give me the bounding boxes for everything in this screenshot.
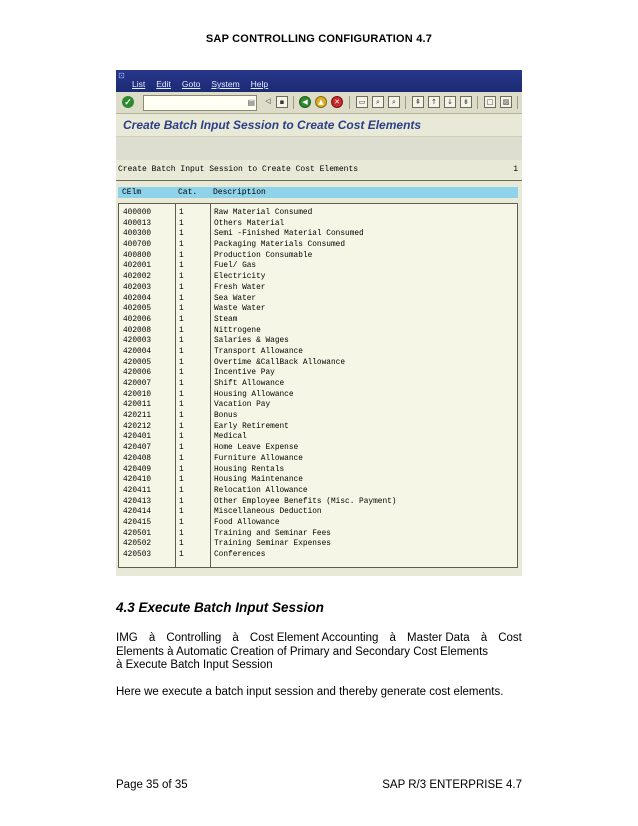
next-page-icon[interactable]: ↓ (444, 96, 456, 108)
description: Housing Allowance (214, 390, 294, 399)
cost-element-number: 402003 (123, 283, 152, 292)
category: 1 (179, 540, 184, 549)
menu-system[interactable]: System (211, 79, 240, 89)
cost-element-number: 420409 (123, 465, 152, 474)
list-row[interactable] (119, 422, 517, 433)
description: Waste Water (214, 305, 266, 314)
description: Production Consumable (214, 251, 313, 260)
path-word: IMG (116, 632, 138, 644)
category: 1 (179, 337, 184, 346)
description: Conferences (214, 551, 266, 559)
description: Bonus (214, 412, 238, 421)
description: Furniture Allowance (214, 454, 303, 463)
list-row[interactable] (119, 379, 517, 390)
category: 1 (179, 315, 184, 324)
category: 1 (179, 209, 184, 217)
list-row[interactable] (119, 507, 517, 518)
cost-element-number: 420411 (123, 486, 152, 495)
description: Salaries & Wages (214, 337, 289, 346)
previous-page-icon[interactable]: ↑ (428, 96, 440, 108)
list-row[interactable] (119, 443, 517, 454)
description: Training Seminar Expenses (214, 540, 331, 549)
list-row[interactable] (119, 240, 517, 251)
category: 1 (179, 326, 184, 335)
list-row[interactable] (119, 229, 517, 240)
category: 1 (179, 230, 184, 239)
cost-element-number: 420007 (123, 380, 152, 388)
column-header-description: Description (213, 188, 266, 197)
toolbar-separator (293, 96, 294, 109)
category: 1 (179, 433, 184, 442)
path-word-elements: Elements (116, 645, 164, 658)
last-page-icon[interactable]: ⇟ (460, 96, 472, 108)
category: 1 (179, 529, 184, 538)
category: 1 (179, 444, 184, 453)
path-arrow: à (480, 632, 488, 644)
cost-element-number: 420011 (123, 401, 152, 410)
list-row[interactable] (119, 347, 517, 358)
list-row[interactable] (119, 400, 517, 411)
new-session-icon[interactable]: □ (484, 96, 496, 108)
path-word: Cost Element Accounting (249, 632, 379, 644)
cost-element-number: 420502 (123, 540, 152, 549)
menu-bar (116, 70, 522, 92)
footer-product: SAP R/3 ENTERPRISE 4.7 (382, 779, 522, 791)
path-arrow: à (167, 645, 174, 658)
list-row[interactable] (119, 486, 517, 497)
enter-check-icon[interactable]: ✓ (122, 96, 134, 108)
cost-element-number: 420407 (123, 444, 152, 453)
save-icon[interactable]: ▪ (276, 96, 288, 108)
list-row[interactable] (119, 497, 517, 508)
category: 1 (179, 219, 184, 228)
category: 1 (179, 551, 184, 559)
category: 1 (179, 401, 184, 410)
description: Fresh Water (214, 283, 266, 292)
path-arrow: à (148, 632, 156, 644)
cost-element-number: 420004 (123, 347, 152, 356)
cost-element-number: 400700 (123, 241, 152, 250)
description: Relocation Allowance (214, 486, 308, 495)
menu-path-paragraph (116, 632, 522, 673)
description: Steam (214, 315, 238, 324)
cost-element-number: 402008 (123, 326, 152, 335)
description: Incentive Pay (214, 369, 275, 378)
description: Fuel/ Gas (214, 262, 257, 271)
list-row[interactable] (119, 208, 517, 219)
section-title: 4.3 Execute Batch Input Session (116, 600, 324, 615)
list-row[interactable] (119, 411, 517, 422)
description-paragraph: Here we execute a batch input session and thereby generate cost elements. (116, 686, 504, 698)
cost-element-number: 400300 (123, 230, 152, 239)
cost-element-number: 420211 (123, 412, 152, 421)
application-toolbar (116, 136, 522, 160)
category: 1 (179, 273, 184, 282)
path-word-cost: Cost (498, 632, 522, 644)
report-page-number: 1 (513, 165, 518, 174)
cost-element-number: 400000 (123, 209, 152, 217)
menu-list[interactable]: List (132, 79, 146, 89)
list-row[interactable] (119, 454, 517, 465)
category: 1 (179, 497, 184, 506)
report-header (116, 164, 522, 176)
screen-title: Create Batch Input Session to Create Cost Elements (123, 118, 422, 132)
document-header: SAP CONTROLLING CONFIGURATION 4.7 (205, 33, 433, 45)
cost-element-number: 400800 (123, 251, 152, 260)
menu-edit[interactable]: Edit (156, 79, 171, 89)
command-field[interactable] (143, 95, 257, 111)
menu-help[interactable]: Help (250, 79, 269, 89)
category: 1 (179, 347, 184, 356)
list-row[interactable] (119, 261, 517, 272)
path-arrow: à (232, 632, 239, 644)
list-row[interactable] (119, 539, 517, 550)
category: 1 (179, 422, 184, 431)
toolbar-separator (517, 96, 518, 109)
path-arrow: à (116, 659, 123, 671)
description: Semi -Finished Material Consumed (214, 230, 364, 239)
cost-element-number: 420503 (123, 551, 152, 559)
list-row[interactable] (119, 465, 517, 476)
list-row[interactable] (119, 368, 517, 379)
cost-element-number: 420501 (123, 529, 152, 538)
column-header-row (118, 187, 518, 198)
back-icon[interactable]: ◀ (299, 96, 311, 108)
category: 1 (179, 380, 184, 388)
menu-path-line-2 (116, 646, 522, 660)
description: Vacation Pay (214, 401, 271, 410)
print-icon[interactable]: ▭ (356, 96, 368, 108)
category: 1 (179, 251, 184, 260)
find-next-icon[interactable]: ⌕ (388, 96, 400, 108)
cancel-icon[interactable]: ✕ (331, 96, 343, 108)
cost-element-number: 420410 (123, 476, 152, 485)
list-row[interactable] (119, 304, 517, 315)
path-word: Automatic Creation of Primary and Secondary Cost Elements (176, 645, 489, 658)
cost-element-number: 402006 (123, 315, 152, 324)
category: 1 (179, 305, 184, 314)
list-row[interactable] (119, 518, 517, 529)
description: Housing Maintenance (214, 476, 303, 485)
category: 1 (179, 465, 184, 474)
description: Food Allowance (214, 518, 280, 527)
shortcut-icon[interactable]: ▨ (500, 96, 512, 108)
list-row[interactable] (119, 432, 517, 443)
toolbar-separator (349, 96, 350, 109)
cost-element-number: 420413 (123, 497, 152, 506)
report-title: Create Batch Input Session to Create Cost Elements (118, 165, 359, 174)
category: 1 (179, 262, 184, 271)
report-divider (116, 180, 522, 181)
collapse-arrow-icon[interactable]: ◁ (265, 97, 271, 105)
list-row[interactable] (119, 390, 517, 401)
column-header-cat: Cat. (178, 188, 198, 197)
cost-element-number: 420003 (123, 337, 152, 346)
list-row[interactable] (119, 326, 517, 337)
cost-element-number: 420212 (123, 422, 152, 431)
cost-element-number: 402002 (123, 273, 152, 282)
cost-element-number: 420415 (123, 518, 152, 527)
list-row[interactable] (119, 358, 517, 369)
cost-element-number: 400013 (123, 219, 152, 228)
description: Others Material (214, 219, 285, 228)
path-arrow: à (389, 632, 396, 644)
list-row[interactable] (119, 219, 517, 230)
sap-window (116, 70, 522, 576)
description: Miscellaneous Deduction (214, 508, 322, 517)
cost-element-number: 402001 (123, 262, 152, 271)
description: Nittrogene (214, 326, 261, 335)
category: 1 (179, 486, 184, 495)
cost-element-number: 420006 (123, 369, 152, 378)
toolbar-separator (477, 96, 478, 109)
description: Other Employee Benefits (Misc. Payment) (214, 497, 397, 506)
menu-path-line-3 (116, 659, 522, 673)
description: Sea Water (214, 294, 257, 303)
list-row[interactable] (119, 336, 517, 347)
path-word: Controlling (166, 632, 222, 644)
description: Training and Seminar Fees (214, 529, 331, 538)
list-row[interactable] (119, 294, 517, 305)
category: 1 (179, 390, 184, 399)
category: 1 (179, 476, 184, 485)
cost-element-number: 402005 (123, 305, 152, 314)
standard-toolbar (116, 92, 522, 114)
category: 1 (179, 518, 184, 527)
cost-element-number: 420408 (123, 454, 152, 463)
list-row[interactable] (119, 475, 517, 486)
description: Overtime &CallBack Allowance (214, 358, 346, 367)
cost-element-number: 420401 (123, 433, 152, 442)
column-header-celm: CElm (122, 188, 142, 197)
list-row[interactable] (119, 272, 517, 283)
description: Housing Rentals (214, 465, 285, 474)
list-row[interactable] (119, 529, 517, 540)
category: 1 (179, 508, 184, 517)
exit-icon[interactable]: ▲ (315, 96, 327, 108)
category: 1 (179, 369, 184, 378)
path-word: Master Data (407, 632, 470, 644)
description: Medical (214, 433, 247, 442)
category: 1 (179, 283, 184, 292)
description: Packaging Materials Consumed (214, 241, 346, 250)
menu-goto[interactable]: Goto (181, 79, 201, 89)
window-menu-icon[interactable]: ⊡ (118, 71, 125, 80)
category: 1 (179, 454, 184, 463)
list-row[interactable] (119, 315, 517, 326)
cost-element-number: 420005 (123, 358, 152, 367)
category: 1 (179, 241, 184, 250)
path-word: Execute Batch Input Session (125, 659, 273, 671)
history-dropdown-icon[interactable]: ▤ (247, 98, 255, 107)
toolbar-separator (405, 96, 406, 109)
screen-title-bar (116, 114, 522, 136)
cost-element-list (118, 203, 518, 568)
cost-element-number: 420010 (123, 390, 152, 399)
description: Shift Allowance (214, 380, 285, 388)
list-row[interactable] (119, 283, 517, 294)
menu-path-line-1 (116, 632, 522, 646)
list-row[interactable] (119, 251, 517, 262)
category: 1 (179, 358, 184, 367)
description: Electricity (214, 273, 266, 282)
cost-element-number: 420414 (123, 508, 152, 517)
list-row[interactable] (119, 550, 517, 561)
first-page-icon[interactable]: ⇞ (412, 96, 424, 108)
footer-page-number: Page 35 of 35 (116, 779, 188, 791)
find-icon[interactable]: ⌕ (372, 96, 384, 108)
category: 1 (179, 294, 184, 303)
cost-element-number: 402004 (123, 294, 152, 303)
description: Transport Allowance (214, 347, 303, 356)
description: Home Leave Expense (214, 444, 299, 453)
category: 1 (179, 412, 184, 421)
description: Raw Material Consumed (214, 209, 313, 217)
description: Early Retirement (214, 422, 289, 431)
